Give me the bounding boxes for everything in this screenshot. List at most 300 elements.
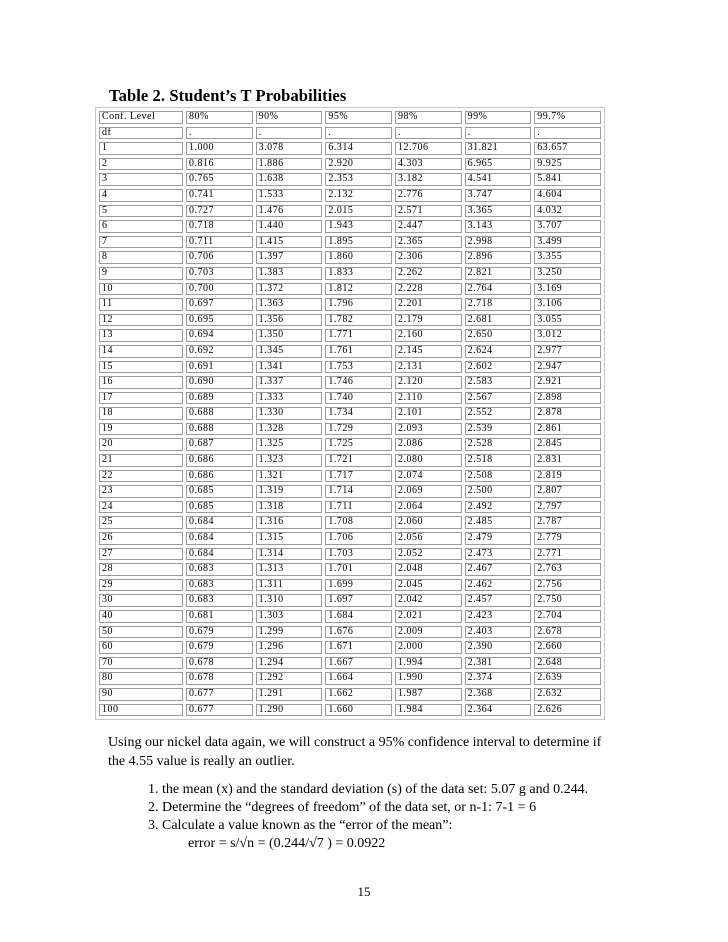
value-cell: 2.048 <box>395 563 462 576</box>
value-cell: 1.714 <box>325 485 392 498</box>
value-cell: 2.485 <box>465 516 532 529</box>
table-row <box>99 345 601 358</box>
value-cell: 2.093 <box>395 423 462 436</box>
row-label-cell: 90 <box>99 688 183 701</box>
value-cell: 2.571 <box>395 205 462 218</box>
value-cell: 1.943 <box>325 220 392 233</box>
value-cell: 2.678 <box>534 626 601 639</box>
value-cell: 0.711 <box>186 236 253 249</box>
value-cell: 2.500 <box>465 485 532 498</box>
row-label-cell: 12 <box>99 314 183 327</box>
value-cell: 1.684 <box>325 610 392 623</box>
value-cell: 1.671 <box>325 641 392 654</box>
value-cell: 2.473 <box>465 548 532 561</box>
value-cell: 1.356 <box>256 314 323 327</box>
table-row <box>99 454 601 467</box>
table-row <box>99 579 601 592</box>
table-row <box>99 283 601 296</box>
value-cell: 3.747 <box>465 189 532 202</box>
value-cell: 1.703 <box>325 548 392 561</box>
value-cell: 2.086 <box>395 438 462 451</box>
value-cell: 1.667 <box>325 657 392 670</box>
value-cell: 1.746 <box>325 376 392 389</box>
table-row <box>99 189 601 202</box>
intro-paragraph <box>108 733 628 771</box>
value-cell: 2.977 <box>534 345 601 358</box>
value-cell: 2.787 <box>534 516 601 529</box>
value-cell: 4.541 <box>465 173 532 186</box>
value-cell: 1.676 <box>325 626 392 639</box>
value-cell: 1.337 <box>256 376 323 389</box>
value-cell: 0.688 <box>186 423 253 436</box>
value-cell: 2.896 <box>465 251 532 264</box>
value-cell: 1.310 <box>256 594 323 607</box>
row-label-cell: 16 <box>99 376 183 389</box>
value-cell: 2.878 <box>534 407 601 420</box>
value-cell: 0.692 <box>186 345 253 358</box>
value-cell: 2.056 <box>395 532 462 545</box>
value-cell: 2.009 <box>395 626 462 639</box>
value-cell: 0.700 <box>186 283 253 296</box>
value-cell: 3.078 <box>256 142 323 155</box>
row-label-cell: 2 <box>99 158 183 171</box>
value-cell: 2.262 <box>395 267 462 280</box>
value-cell: 1.311 <box>256 579 323 592</box>
value-cell: 3.055 <box>534 314 601 327</box>
value-cell: . <box>395 127 462 140</box>
value-cell: 2.179 <box>395 314 462 327</box>
table-row <box>99 423 601 436</box>
table-row <box>99 610 601 623</box>
value-cell: 2.131 <box>395 361 462 374</box>
row-label-cell: 22 <box>99 470 183 483</box>
value-cell: 1.638 <box>256 173 323 186</box>
value-cell: 2.120 <box>395 376 462 389</box>
value-cell: 2.042 <box>395 594 462 607</box>
value-cell: 3.143 <box>465 220 532 233</box>
value-cell: 2.064 <box>395 501 462 514</box>
value-cell: 2.390 <box>465 641 532 654</box>
value-cell: 2.457 <box>465 594 532 607</box>
value-cell: 2.920 <box>325 158 392 171</box>
value-cell: 1.000 <box>186 142 253 155</box>
table-row <box>99 142 601 155</box>
table-row <box>99 267 601 280</box>
value-cell: 2.539 <box>465 423 532 436</box>
row-label-cell: 27 <box>99 548 183 561</box>
table-row <box>99 361 601 374</box>
value-cell: 3.182 <box>395 173 462 186</box>
step-item: 2. Determine the “degrees of freedom” of the data set, or n-1: 7-1 = 6 <box>148 800 537 815</box>
value-cell: 31.821 <box>465 142 532 155</box>
value-cell: 1.660 <box>325 704 392 717</box>
value-cell: 2.467 <box>465 563 532 576</box>
table-row <box>99 501 601 514</box>
row-label-cell: 25 <box>99 516 183 529</box>
value-cell: 2.552 <box>465 407 532 420</box>
row-label-cell: 6 <box>99 220 183 233</box>
value-cell: 2.368 <box>465 688 532 701</box>
value-cell: 1.323 <box>256 454 323 467</box>
value-cell: 1.895 <box>325 236 392 249</box>
value-cell: 1.294 <box>256 657 323 670</box>
value-cell: 1.987 <box>395 688 462 701</box>
value-cell: 2.060 <box>395 516 462 529</box>
value-cell: 2.045 <box>395 579 462 592</box>
row-label-cell: 4 <box>99 189 183 202</box>
table-row <box>99 251 601 264</box>
value-cell: 0.684 <box>186 516 253 529</box>
df-row <box>99 127 601 140</box>
value-cell: 2.750 <box>534 594 601 607</box>
value-cell: 2.821 <box>465 267 532 280</box>
value-cell: 2.898 <box>534 392 601 405</box>
value-cell: 2.101 <box>395 407 462 420</box>
value-cell: 1.833 <box>325 267 392 280</box>
value-cell: 2.583 <box>465 376 532 389</box>
value-cell: . <box>465 127 532 140</box>
value-cell: 2.845 <box>534 438 601 451</box>
value-cell: 2.381 <box>465 657 532 670</box>
value-cell: 1.296 <box>256 641 323 654</box>
value-cell: 1.721 <box>325 454 392 467</box>
t-probabilities-table <box>95 107 605 720</box>
row-label-cell: 23 <box>99 485 183 498</box>
value-cell: 2.000 <box>395 641 462 654</box>
value-cell: 2.567 <box>465 392 532 405</box>
value-cell: 0.683 <box>186 563 253 576</box>
value-cell: 2.763 <box>534 563 601 576</box>
value-cell: 0.678 <box>186 657 253 670</box>
value-cell: 1.771 <box>325 329 392 342</box>
value-cell: 1.292 <box>256 672 323 685</box>
row-label-cell: 29 <box>99 579 183 592</box>
value-cell: 2.626 <box>534 704 601 717</box>
row-label-cell: 8 <box>99 251 183 264</box>
value-cell: 1.761 <box>325 345 392 358</box>
value-cell: 1.372 <box>256 283 323 296</box>
value-cell: 2.492 <box>465 501 532 514</box>
value-cell: 1.740 <box>325 392 392 405</box>
value-cell: 98% <box>395 111 462 124</box>
value-cell: 0.727 <box>186 205 253 218</box>
value-cell: 1.812 <box>325 283 392 296</box>
table-row <box>99 704 601 717</box>
table-row <box>99 407 601 420</box>
value-cell: 3.250 <box>534 267 601 280</box>
value-cell: 2.518 <box>465 454 532 467</box>
value-cell: 2.403 <box>465 626 532 639</box>
value-cell: 6.314 <box>325 142 392 155</box>
row-label-cell: 10 <box>99 283 183 296</box>
table-row <box>99 672 601 685</box>
value-cell: 1.345 <box>256 345 323 358</box>
value-cell: 2.632 <box>534 688 601 701</box>
value-cell: 9.925 <box>534 158 601 171</box>
table-row <box>99 626 601 639</box>
value-cell: 2.921 <box>534 376 601 389</box>
value-cell: 2.819 <box>534 470 601 483</box>
value-cell: 2.423 <box>465 610 532 623</box>
value-cell: 1.383 <box>256 267 323 280</box>
value-cell: 1.315 <box>256 532 323 545</box>
value-cell: 0.685 <box>186 485 253 498</box>
value-cell: 0.677 <box>186 704 253 717</box>
value-cell: 1.333 <box>256 392 323 405</box>
value-cell: 1.316 <box>256 516 323 529</box>
value-cell: 2.681 <box>465 314 532 327</box>
row-label-cell: 60 <box>99 641 183 654</box>
row-label-cell: 11 <box>99 298 183 311</box>
value-cell: 1.753 <box>325 361 392 374</box>
value-cell: 1.664 <box>325 672 392 685</box>
step-item: 1. the mean (x) and the standard deviation (s) of the data set: 5.07 g and 0.244. <box>148 782 589 797</box>
value-cell: 1.725 <box>325 438 392 451</box>
value-cell: 1.303 <box>256 610 323 623</box>
value-cell: 2.132 <box>325 189 392 202</box>
value-cell: 2.861 <box>534 423 601 436</box>
table-row <box>99 485 601 498</box>
value-cell: 3.707 <box>534 220 601 233</box>
table-row <box>99 548 601 561</box>
table-row <box>99 173 601 186</box>
value-cell: 1.734 <box>325 407 392 420</box>
value-cell: 1.886 <box>256 158 323 171</box>
value-cell: 0.816 <box>186 158 253 171</box>
value-cell: 2.201 <box>395 298 462 311</box>
value-cell: 1.415 <box>256 236 323 249</box>
table-row <box>99 329 601 342</box>
value-cell: 4.303 <box>395 158 462 171</box>
row-label-cell: 28 <box>99 563 183 576</box>
row-label-cell: 80 <box>99 672 183 685</box>
value-cell: 3.106 <box>534 298 601 311</box>
value-cell: 12.706 <box>395 142 462 155</box>
value-cell: 2.069 <box>395 485 462 498</box>
value-cell: 2.110 <box>395 392 462 405</box>
value-cell: 2.756 <box>534 579 601 592</box>
value-cell: 2.052 <box>395 548 462 561</box>
row-label-cell: 30 <box>99 594 183 607</box>
row-label-cell: 70 <box>99 657 183 670</box>
value-cell: 2.650 <box>465 329 532 342</box>
value-cell: 1.363 <box>256 298 323 311</box>
table-row <box>99 220 601 233</box>
value-cell: 1.397 <box>256 251 323 264</box>
row-label-cell: 20 <box>99 438 183 451</box>
row-label-cell: 50 <box>99 626 183 639</box>
value-cell: 1.994 <box>395 657 462 670</box>
value-cell: 0.694 <box>186 329 253 342</box>
row-label-cell: 13 <box>99 329 183 342</box>
value-cell: 1.729 <box>325 423 392 436</box>
row-label-cell: 9 <box>99 267 183 280</box>
value-cell: 1.290 <box>256 704 323 717</box>
value-cell: 2.602 <box>465 361 532 374</box>
value-cell: 90% <box>256 111 323 124</box>
value-cell: 2.353 <box>325 173 392 186</box>
page-number: 15 <box>357 884 371 899</box>
value-cell: 2.364 <box>465 704 532 717</box>
value-cell: 0.741 <box>186 189 253 202</box>
value-cell: 0.677 <box>186 688 253 701</box>
value-cell: 1.711 <box>325 501 392 514</box>
value-cell: 0.684 <box>186 548 253 561</box>
row-label-cell: 26 <box>99 532 183 545</box>
value-cell: 1.860 <box>325 251 392 264</box>
row-label-cell: 3 <box>99 173 183 186</box>
value-cell: 1.328 <box>256 423 323 436</box>
table-row <box>99 205 601 218</box>
value-cell: 1.662 <box>325 688 392 701</box>
value-cell: 1.299 <box>256 626 323 639</box>
value-cell: 0.690 <box>186 376 253 389</box>
value-cell: 1.706 <box>325 532 392 545</box>
value-cell: 2.624 <box>465 345 532 358</box>
value-cell: 0.679 <box>186 626 253 639</box>
value-cell: 0.679 <box>186 641 253 654</box>
row-label-cell: df <box>99 127 183 140</box>
value-cell: 0.703 <box>186 267 253 280</box>
value-cell: 0.688 <box>186 407 253 420</box>
table-row <box>99 470 601 483</box>
value-cell: 2.365 <box>395 236 462 249</box>
value-cell: 5.841 <box>534 173 601 186</box>
value-cell: 2.374 <box>465 672 532 685</box>
row-label-cell: 14 <box>99 345 183 358</box>
value-cell: 1.314 <box>256 548 323 561</box>
row-label-cell: 15 <box>99 361 183 374</box>
row-label-cell: 7 <box>99 236 183 249</box>
t-table-container <box>95 107 605 720</box>
value-cell: 0.697 <box>186 298 253 311</box>
value-cell: 0.695 <box>186 314 253 327</box>
value-cell: 2.479 <box>465 532 532 545</box>
value-cell: 0.683 <box>186 579 253 592</box>
value-cell: 2.080 <box>395 454 462 467</box>
value-cell: 2.639 <box>534 672 601 685</box>
value-cell: 0.687 <box>186 438 253 451</box>
error-formula: error = s/√n = (0.244/√7 ) = 0.0922 <box>188 836 386 851</box>
row-label-cell: 18 <box>99 407 183 420</box>
value-cell: 1.708 <box>325 516 392 529</box>
value-cell: 2.776 <box>395 189 462 202</box>
table-row <box>99 641 601 654</box>
value-cell: 2.160 <box>395 329 462 342</box>
value-cell: 1.476 <box>256 205 323 218</box>
value-cell: 2.508 <box>465 470 532 483</box>
value-cell: 4.032 <box>534 205 601 218</box>
value-cell: 80% <box>186 111 253 124</box>
value-cell: 0.686 <box>186 470 253 483</box>
value-cell: . <box>256 127 323 140</box>
value-cell: 3.499 <box>534 236 601 249</box>
value-cell: 0.718 <box>186 220 253 233</box>
step-item: 3. Calculate a value known as the “error of the mean”: <box>148 818 453 833</box>
value-cell: 3.012 <box>534 329 601 342</box>
value-cell: 2.021 <box>395 610 462 623</box>
value-cell: 0.765 <box>186 173 253 186</box>
value-cell: 1.796 <box>325 298 392 311</box>
value-cell: 0.691 <box>186 361 253 374</box>
value-cell: 1.318 <box>256 501 323 514</box>
paragraph-line: the 4.55 value is really an outlier. <box>108 754 295 769</box>
table-row <box>99 532 601 545</box>
value-cell: 1.291 <box>256 688 323 701</box>
row-label-cell: 40 <box>99 610 183 623</box>
value-cell: 63.657 <box>534 142 601 155</box>
value-cell: 2.462 <box>465 579 532 592</box>
row-label-cell: Conf. Level <box>99 111 183 124</box>
row-label-cell: 24 <box>99 501 183 514</box>
value-cell: 0.706 <box>186 251 253 264</box>
value-cell: 2.447 <box>395 220 462 233</box>
value-cell: 2.145 <box>395 345 462 358</box>
value-cell: 0.684 <box>186 532 253 545</box>
value-cell: 2.764 <box>465 283 532 296</box>
value-cell: 2.797 <box>534 501 601 514</box>
value-cell: 0.686 <box>186 454 253 467</box>
value-cell: 2.947 <box>534 361 601 374</box>
value-cell: 1.325 <box>256 438 323 451</box>
value-cell: 1.341 <box>256 361 323 374</box>
table-row <box>99 236 601 249</box>
row-label-cell: 1 <box>99 142 183 155</box>
value-cell: 4.604 <box>534 189 601 202</box>
value-cell: 99.7% <box>534 111 601 124</box>
value-cell: 95% <box>325 111 392 124</box>
value-cell: 1.717 <box>325 470 392 483</box>
table-row <box>99 376 601 389</box>
value-cell: . <box>186 127 253 140</box>
table-row <box>99 158 601 171</box>
value-cell: 2.228 <box>395 283 462 296</box>
value-cell: 6.965 <box>465 158 532 171</box>
value-cell: 2.779 <box>534 532 601 545</box>
value-cell: 0.683 <box>186 594 253 607</box>
table-row <box>99 688 601 701</box>
value-cell: 1.990 <box>395 672 462 685</box>
value-cell: 0.685 <box>186 501 253 514</box>
table-row <box>99 314 601 327</box>
value-cell: 3.365 <box>465 205 532 218</box>
value-cell: 2.998 <box>465 236 532 249</box>
value-cell: 2.528 <box>465 438 532 451</box>
table-row <box>99 438 601 451</box>
value-cell: 1.533 <box>256 189 323 202</box>
value-cell: 1.440 <box>256 220 323 233</box>
table-row <box>99 657 601 670</box>
value-cell: 3.355 <box>534 251 601 264</box>
paragraph-line: Using our nickel data again, we will construct a 95% confidence interval to determine if <box>108 735 602 750</box>
row-label-cell: 17 <box>99 392 183 405</box>
table-row <box>99 594 601 607</box>
steps-list <box>148 781 628 853</box>
value-cell: 1.330 <box>256 407 323 420</box>
value-cell: 1.321 <box>256 470 323 483</box>
table-row <box>99 392 601 405</box>
value-cell: 1.701 <box>325 563 392 576</box>
value-cell: 99% <box>465 111 532 124</box>
value-cell: 2.807 <box>534 485 601 498</box>
header-row <box>99 111 601 124</box>
value-cell: 2.074 <box>395 470 462 483</box>
value-cell: 1.984 <box>395 704 462 717</box>
table-row <box>99 563 601 576</box>
table-title: Table 2. Student’s T Probabilities <box>109 86 347 105</box>
table-row <box>99 298 601 311</box>
value-cell: 1.313 <box>256 563 323 576</box>
